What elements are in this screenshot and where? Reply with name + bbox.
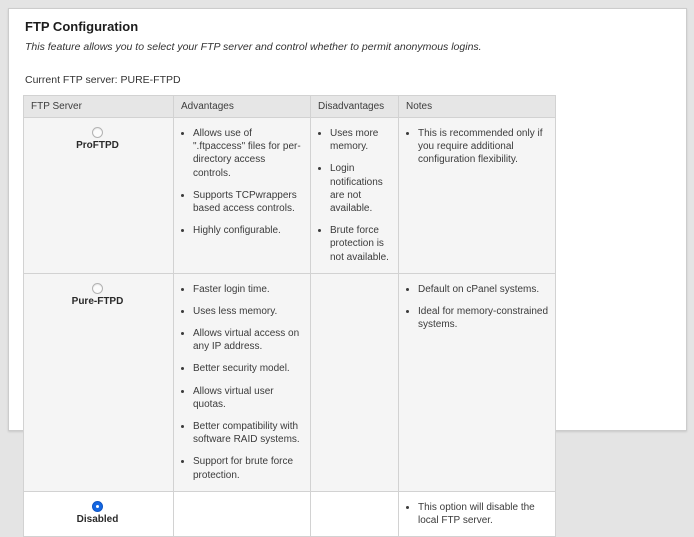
notes-list-pureftpd [403, 283, 549, 332]
bullet-item: • Uses more memory. [330, 127, 392, 153]
advantages-cell-proftpd [174, 118, 311, 274]
server-label-proftpd: ProFTPD [76, 140, 119, 151]
ftp-server-table [23, 95, 556, 537]
bullet-item: • Allows virtual user quotas. [193, 385, 304, 411]
notes-cell-proftpd [399, 118, 556, 274]
advantages-list-proftpd [178, 127, 304, 237]
table-row-disabled [24, 491, 556, 536]
radio-disabled[interactable] [92, 501, 103, 512]
bullet-item: • Ideal for memory-constrained systems. [418, 305, 549, 331]
column-header-advantages: Advantages [174, 96, 311, 118]
server-label-pureftpd: Pure-FTPD [71, 295, 124, 307]
ftp-configuration-panel [8, 8, 687, 526]
advantages-cell-pureftpd [174, 273, 311, 491]
page-title: FTP Configuration [25, 19, 139, 34]
bullet-item: • Allows virtual access on any IP address. [193, 327, 304, 353]
radio-proftpd[interactable] [92, 127, 103, 138]
bullet-item: • Uses less memory. [193, 305, 304, 318]
notes-cell-pureftpd [399, 273, 556, 491]
disadvantages-cell-disabled [311, 491, 399, 536]
bullet-item: • Better compatibility with software RAID systems. [193, 420, 304, 446]
current-ftp-server-text: Current FTP server: PURE-FTPD [25, 74, 181, 86]
notes-list-disabled [403, 501, 549, 527]
server-cell-pureftpd [24, 273, 174, 491]
advantages-list-pureftpd [178, 283, 304, 482]
bullet-item: • Login notifications are not available. [330, 162, 392, 215]
column-header-disadvantages: Disadvantages [311, 96, 399, 118]
disadvantages-cell-pureftpd [311, 273, 399, 491]
column-header-notes: Notes [399, 96, 556, 118]
table-row-proftpd [24, 118, 556, 274]
page-description: This feature allows you to select your FTP server and control whether to permit anonymous logins. [25, 41, 482, 53]
notes-cell-disabled [399, 491, 556, 536]
server-label-disabled: Disabled [76, 513, 119, 525]
bullet-item: • Faster login time. [193, 283, 304, 296]
bullet-item: • Support for brute force protection. [193, 455, 304, 481]
bullet-item: • Brute force protection is not available. [330, 224, 392, 264]
table-row-pureftpd [24, 273, 556, 491]
bullet-item: • This is recommended only if you require additional configuration flexibility. [418, 127, 549, 167]
advantages-cell-disabled [174, 491, 311, 536]
bullet-item: • Supports TCPwrappers based access controls. [193, 189, 304, 215]
column-header-ftp-server: FTP Server [24, 96, 174, 118]
radio-pureftpd[interactable] [92, 283, 103, 294]
server-cell-disabled [24, 491, 174, 536]
bullet-item: • Highly configurable. [193, 224, 304, 237]
disadvantages-list-proftpd [315, 127, 392, 264]
bullet-item: • Default on cPanel systems. [418, 283, 549, 296]
disadvantages-cell-proftpd [311, 118, 399, 274]
table-header [24, 96, 556, 118]
notes-list-proftpd [403, 127, 549, 167]
server-cell-proftpd [24, 118, 174, 274]
bullet-item: • This option will disable the local FTP server. [418, 501, 549, 527]
bullet-item: • Better security model. [193, 362, 304, 375]
bullet-item: • Allows use of ".ftpaccess" files for per-directory access controls. [193, 127, 304, 180]
